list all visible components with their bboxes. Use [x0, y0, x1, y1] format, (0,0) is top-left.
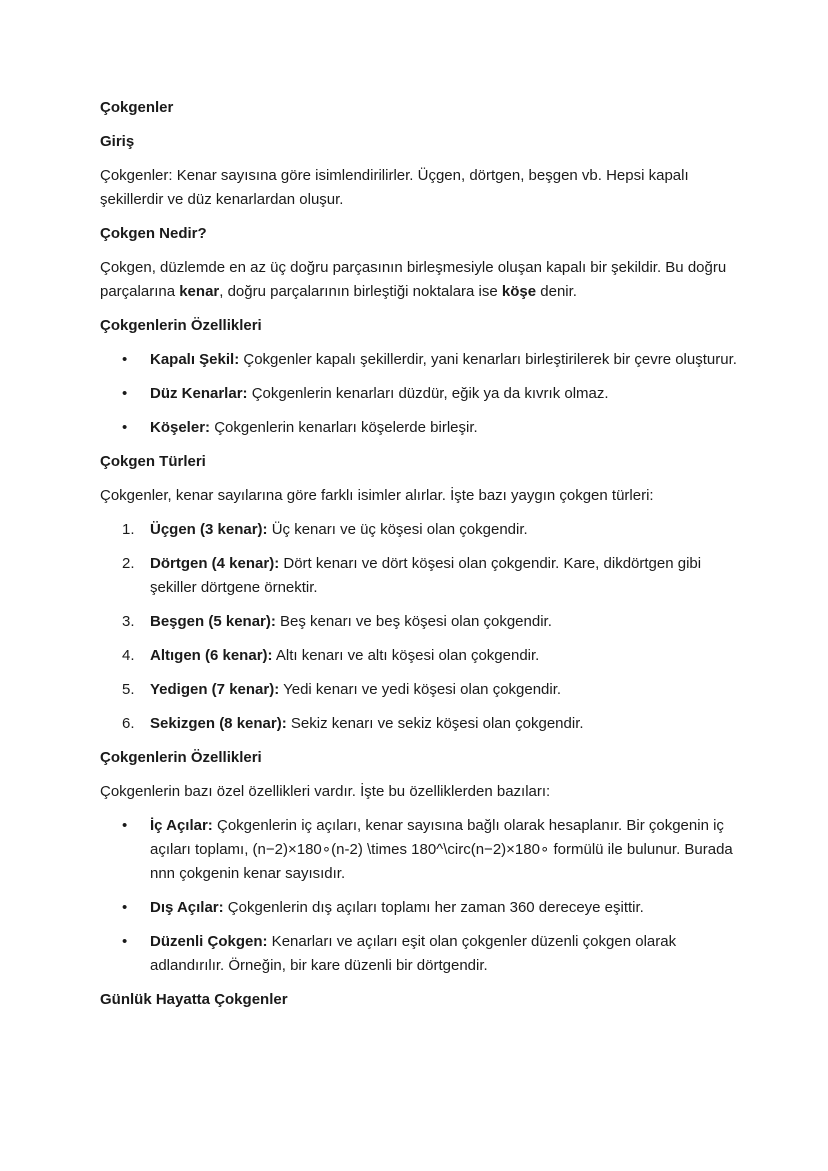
props-heading: Çokgenlerin Özellikleri: [100, 317, 262, 334]
intro-heading: Giriş: [100, 133, 135, 150]
what-bold-kenar: kenar: [179, 283, 220, 300]
item-bold: Beşgen (5 kenar):: [150, 613, 276, 630]
props2-list: [100, 814, 740, 978]
item-text: Altı kenarı ve altı köşesi olan çokgendir.: [272, 647, 540, 664]
list-item: [100, 644, 740, 668]
item-bold: Kapalı Şekil:: [150, 351, 240, 368]
types-list: [100, 518, 740, 736]
types-heading: Çokgen Türleri: [100, 453, 206, 470]
item-text: Çokgenlerin kenarları köşelerde birleşir.: [210, 419, 478, 436]
item-bold: Dörtgen (4 kenar):: [150, 555, 280, 572]
document-page: [100, 96, 740, 1022]
props-list: [100, 348, 740, 440]
intro-paragraph: Çokgenler: Kenar sayısına göre isimlendirilirler. Üçgen, dörtgen, beşgen vb. Hepsi kapalı şekillerdir ve düz kenarlardan oluşur.: [100, 167, 689, 208]
item-text: Dört kenarı ve dört köşesi olan çokgendir. Kare, dikdörtgen gibi şekiller dörtgene örnektir.: [150, 555, 702, 596]
item-bold: İç Açılar:: [150, 817, 213, 834]
number-marker: 5.: [122, 681, 135, 698]
number-marker: 1.: [122, 521, 135, 538]
props2-intro: Çokgenlerin bazı özel özellikleri vardır. İşte bu özelliklerden bazıları:: [100, 783, 551, 800]
bullet-marker: •: [122, 351, 128, 368]
daily-heading: Günlük Hayatta Çokgenler: [100, 991, 288, 1008]
item-text: Üç kenarı ve üç köşesi olan çokgendir.: [267, 521, 528, 538]
bullet-marker: •: [122, 419, 128, 436]
item-bold: Altıgen (6 kenar):: [150, 647, 273, 664]
list-item: [100, 382, 740, 406]
what-text-1: Çokgen, düzlemde en az üç doğru parçasının birleşmesiyle oluşan kapalı bir şekildir. Bu doğru parçalarına: [100, 259, 727, 300]
what-heading: Çokgen Nedir?: [100, 225, 207, 242]
bullet-marker: •: [122, 933, 128, 950]
item-text: Sekiz kenarı ve sekiz köşesi olan çokgendir.: [286, 715, 584, 732]
list-item: [100, 518, 740, 542]
bullet-marker: •: [122, 385, 128, 402]
list-item: [100, 552, 740, 600]
list-item: [100, 416, 740, 440]
item-bold: Sekizgen (8 kenar):: [150, 715, 287, 732]
what-bold-kose: köşe: [501, 283, 537, 300]
number-marker: 6.: [122, 715, 135, 732]
item-text: Çokgenler kapalı şekillerdir, yani kenarları birleştirilerek bir çevre oluşturur.: [239, 351, 737, 368]
what-paragraph: [100, 256, 740, 304]
list-item: [100, 896, 740, 920]
what-text-3: denir.: [536, 283, 577, 300]
item-bold: Düzenli Çokgen:: [150, 933, 268, 950]
item-bold: Düz Kenarlar:: [150, 385, 248, 402]
number-marker: 2.: [122, 555, 135, 572]
list-item: [100, 678, 740, 702]
item-text: Çokgenlerin kenarları düzdür, eğik ya da kıvrık olmaz.: [247, 385, 609, 402]
item-text: Çokgenlerin dış açıları toplamı her zaman 360 dereceye eşittir.: [223, 899, 644, 916]
list-item: [100, 712, 740, 736]
bullet-marker: •: [122, 817, 128, 834]
list-item: [100, 348, 740, 372]
number-marker: 4.: [122, 647, 135, 664]
item-bold: Yedigen (7 kenar):: [150, 681, 280, 698]
item-text: Çokgenlerin iç açıları, kenar sayısına bağlı olarak hesaplanır. Bir çokgenin iç açıları toplamı, (n−2)×180∘(n-2) \times 180^\circ(n−2)×180∘ formülü ile bulunur. Burada nnn çokgenin kenar sayısıdır.: [150, 817, 733, 882]
props2-heading: Çokgenlerin Özellikleri: [100, 749, 262, 766]
item-bold: Dış Açılar:: [150, 899, 224, 916]
list-item: [100, 930, 740, 978]
item-text: Yedi kenarı ve yedi köşesi olan çokgendir.: [279, 681, 562, 698]
item-text: Kenarları ve açıları eşit olan çokgenler düzenli çokgen olarak adlandırılır. Örneğin, bir kare düzenli bir dörtgendir.: [150, 933, 677, 974]
what-text-2: , doğru parçalarının birleştiği noktalara ise: [219, 283, 502, 300]
item-text: Beş kenarı ve beş köşesi olan çokgendir.: [275, 613, 552, 630]
types-intro: Çokgenler, kenar sayılarına göre farklı isimler alırlar. İşte bazı yaygın çokgen türleri:: [100, 487, 654, 504]
item-bold: Üçgen (3 kenar):: [150, 521, 268, 538]
doc-title: Çokgenler: [100, 99, 174, 116]
bullet-marker: •: [122, 899, 128, 916]
list-item: [100, 814, 740, 886]
list-item: [100, 610, 740, 634]
item-bold: Köşeler:: [150, 419, 211, 436]
number-marker: 3.: [122, 613, 135, 630]
